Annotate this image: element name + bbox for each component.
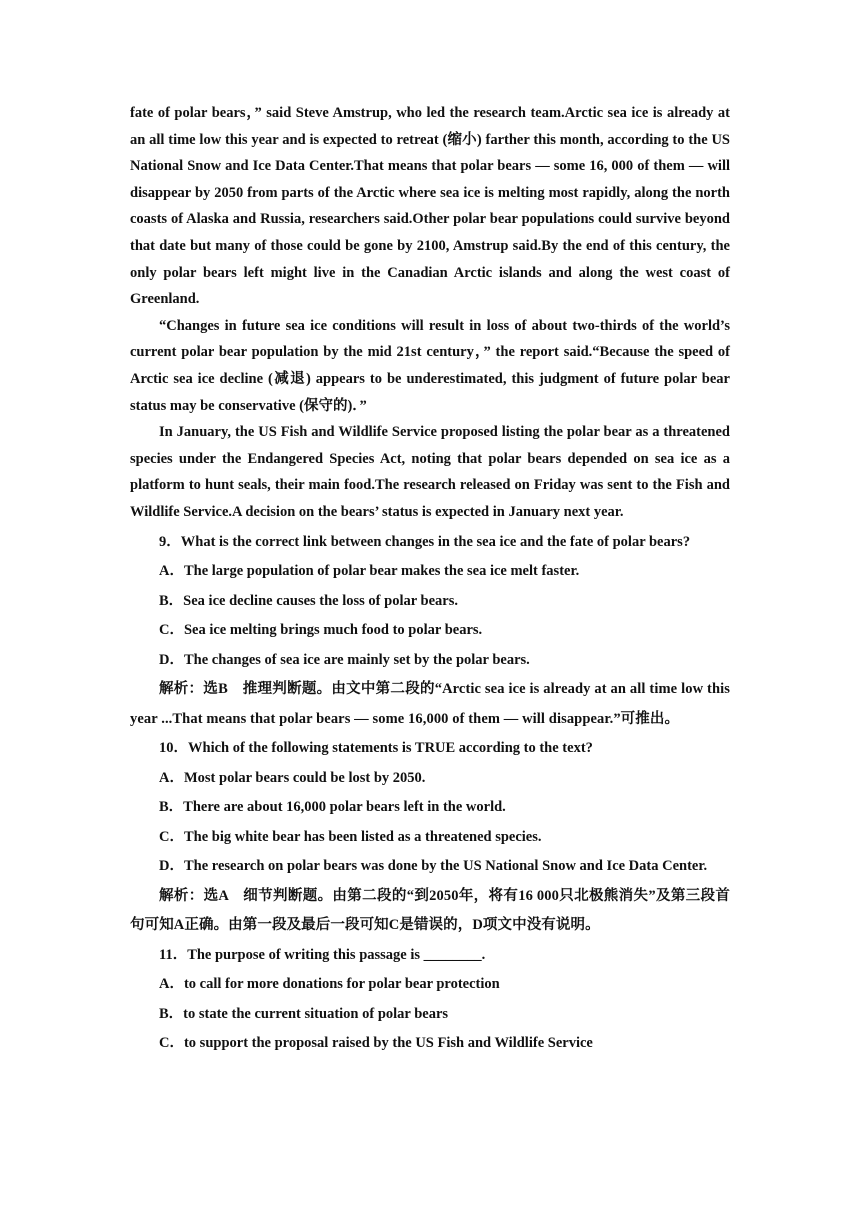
option-d: D．The changes of sea ice are mainly set by the polar bears. <box>159 651 530 668</box>
option-b: B．to state the current situation of polar bears <box>159 1005 449 1022</box>
question-stem: 10．Which of the following statements is TRUE according to the text? <box>159 740 593 756</box>
question-11 <box>130 941 730 1059</box>
question-stem: 11．The purpose of writing this passage is ________. <box>159 946 486 963</box>
passage-paragraph-2: “Changes in future sea ice conditions will result in loss of about two-thirds of the world’s current polar bear population by the mid 21st century，” the report said.“Because the speed of Arctic sea ice decline (减退) appears to be underestimated, this judgment of future polar bear status may be conservative (保守的)．” <box>130 317 730 414</box>
answer-analysis: 解析：选A 细节判断题。由第二段的“到2050年，将有16 000只北极熊消失”及第三段首句可知A正确。由第一段及最后一段可知C是错误的，D项文中没有说明。 <box>130 887 730 933</box>
passage-paragraph-1: fate of polar bears，” said Steve Amstrup, who led the research team.Arctic sea ice is already at an all time low this year and is expected to retreat (缩小) farther this month, according to the US National Snow and Ice Data Center.That means that polar bears — some 16, 000 of them — will disappear by 2050 from parts of the Arctic where sea ice is melting most rapidly, along the north coasts of Alaska and Russia, researchers said.Other polar bear populations could survive beyond that date but many of those could be gone by 2100, Amstrup said.By the end of this century, the only polar bears left might live in the Canadian Arctic islands and along the west coast of Greenland. <box>130 105 730 308</box>
option-d: D．The research on polar bears was done by the US National Snow and Ice Data Center. <box>159 858 708 874</box>
option-c: C．The big white bear has been listed as a threatened species. <box>159 828 542 845</box>
option-a: A．The large population of polar bear makes the sea ice melt faster. <box>159 563 580 579</box>
option-c: C．to support the proposal raised by the US Fish and Wildlife Service <box>159 1035 593 1051</box>
document-page <box>130 100 730 1059</box>
option-b: B．There are about 16,000 polar bears left in the world. <box>159 799 506 815</box>
answer-analysis: 解析：选B 推理判断题。由文中第二段的“Arctic sea ice is already at an all time low this year ...That means that polar bears — some 16,000 of them — will disappear.”可推出。 <box>130 681 730 727</box>
option-a: A．to call for more donations for polar bear protection <box>159 976 500 992</box>
passage-paragraph-3: In January, the US Fish and Wildlife Service proposed listing the polar bear as a threatened species under the Endangered Species Act, noting that polar bears depended on sea ice as a platform to hunt seals, their main food.The research released on Friday was sent to the Fish and Wildlife Service.A decision on the bears’ status is expected in January next year. <box>130 424 730 520</box>
question-9 <box>130 528 730 735</box>
option-a: A．Most polar bears could be lost by 2050. <box>159 769 426 786</box>
option-b: B．Sea ice decline causes the loss of polar bears. <box>159 592 458 609</box>
option-c: C．Sea ice melting brings much food to polar bears. <box>159 622 483 638</box>
question-stem: 9．What is the correct link between changes in the sea ice and the fate of polar bears? <box>159 533 691 550</box>
question-10 <box>130 734 730 941</box>
